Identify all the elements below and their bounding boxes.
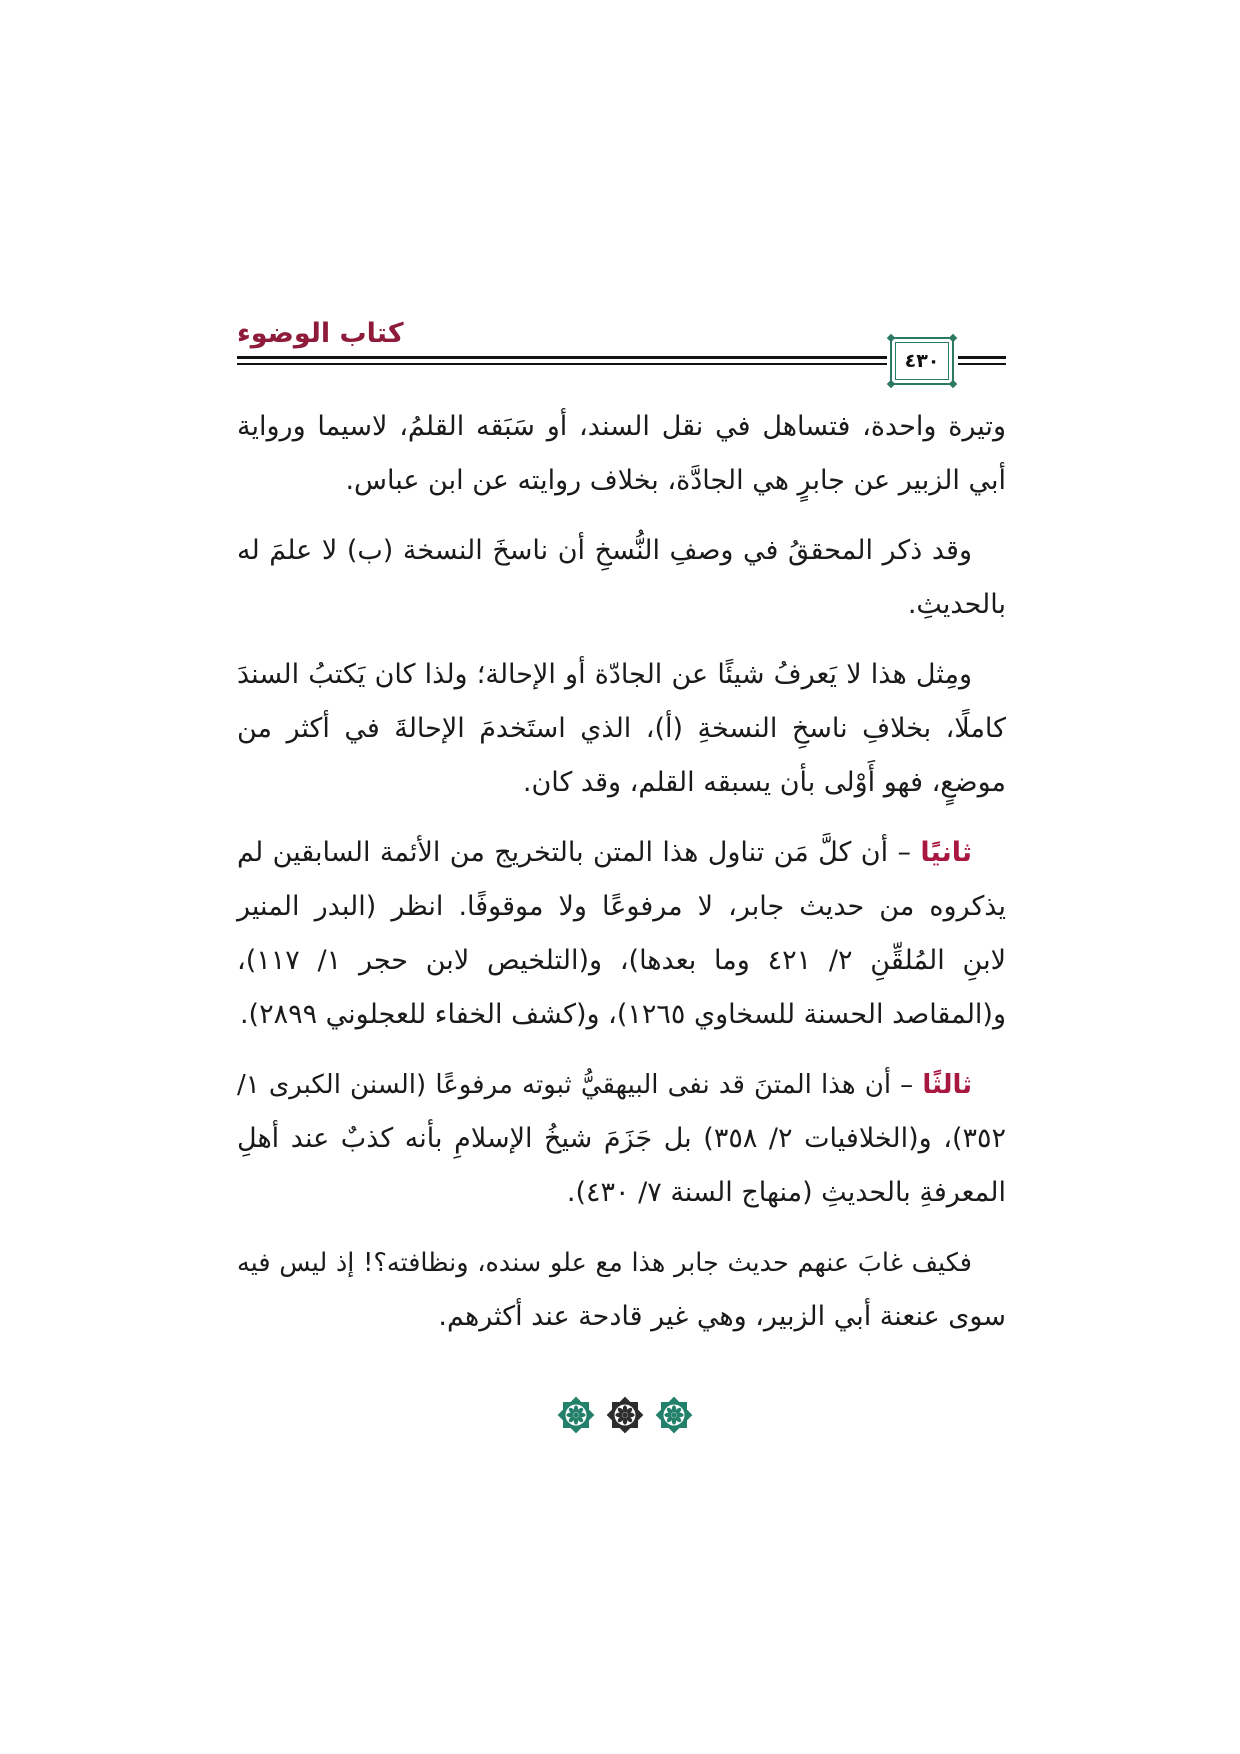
running-header-title: كتاب الوضوء — [237, 318, 404, 349]
text-line: ٣٥٢)، و(الخلافيات ٢/ ٣٥٨) بل جَزَمَ شيخُ الإسلامِ بأنه كذبٌ عند أهلِ — [237, 1123, 1006, 1154]
frame-corner-ornament — [949, 334, 957, 342]
text-line: و(المقاصد الحسنة للسخاوي ١٢٦٥)، و(كشف الخفاء للعجلوني ٢٨٩٩). — [239, 999, 1006, 1030]
paragraph — [237, 400, 1006, 508]
text-line: ومِثل هذا لا يَعرفُ شيئًا عن الجادّة أو الإحالة؛ ولذا كان يَكتبُ السندَ — [237, 659, 972, 690]
text-line — [237, 1058, 1006, 1112]
frame-corner-ornament — [887, 380, 895, 388]
frame-corner-ornament — [887, 334, 895, 342]
text-line-content: – أن هذا المتنَ قد نفى البيهقيُّ ثبوته مرفوعًا (السنن الكبرى ١/ — [237, 1070, 914, 1100]
section-end-ornament — [556, 1395, 694, 1435]
star-ornament-icon — [556, 1395, 596, 1435]
star-ornament-icon — [605, 1395, 645, 1435]
paragraph — [237, 648, 1006, 810]
header-rule — [237, 356, 887, 359]
frame-corner-ornament — [949, 380, 957, 388]
text-line: أبي الزبير عن جابرٍ هي الجادَّة، بخلاف روايته عن ابن عباس. — [345, 465, 1006, 496]
numbered-point-label: ثانيًا — [920, 837, 972, 868]
paragraph — [237, 524, 1006, 632]
text-line: سوى عنعنة أبي الزبير، وهي غير قادحة عند أكثرهم. — [438, 1301, 1006, 1332]
text-line: كاملًا، بخلافِ ناسخِ النسخةِ (أ)، الذي استَخدمَ الإحالةَ في أكثر من — [237, 713, 1006, 744]
text-line: وقد ذكر المحققُ في وصفِ النُّسخِ أن ناسخَ النسخة (ب) لا علمَ له — [237, 535, 972, 566]
text-line: موضعٍ، فهو أَوْلى بأن يسبقه القلم، وقد كان. — [522, 767, 1006, 798]
text-line: لابنِ المُلقِّنِ ٢/ ٤٢١ وما بعدها)، و(التلخيص لابن حجر ١/ ١١٧)، — [237, 945, 1007, 976]
header-rule — [237, 363, 887, 365]
text-line: المعرفةِ بالحديثِ (منهاج السنة ٧/ ٤٣٠). — [566, 1177, 1006, 1208]
header-rule — [958, 356, 1006, 359]
text-line: وتيرة واحدة، فتساهل في نقل السند، أو سَبَقه القلمُ، لاسيما ورواية — [237, 411, 1006, 442]
text-line — [237, 826, 1006, 880]
paragraph — [237, 1058, 1006, 1220]
header-rule — [958, 363, 1006, 365]
text-line: فكيف غابَ عنهم حديث جابر هذا مع علو سنده، ونظافته؟! إذ ليس فيه — [237, 1248, 972, 1278]
numbered-point-label: ثالثًا — [922, 1070, 972, 1100]
page-number-inner — [895, 342, 949, 380]
paragraph — [237, 1236, 1006, 1344]
star-ornament-icon — [654, 1395, 694, 1435]
text-line: يذكروه من حديث جابر، لا مرفوعًا ولا موقوفًا. انظر (البدر المنير — [237, 891, 1006, 922]
page-number: ٤٣٠ — [904, 350, 940, 372]
page-number-frame — [890, 337, 954, 385]
text-line-content: – أن كلَّ مَن تناول هذا المتن بالتخريج من الأئمة السابقين لم — [237, 837, 912, 868]
paragraph — [237, 826, 1006, 1042]
text-line: بالحديثِ. — [907, 589, 1006, 620]
main-text — [237, 400, 1006, 1360]
